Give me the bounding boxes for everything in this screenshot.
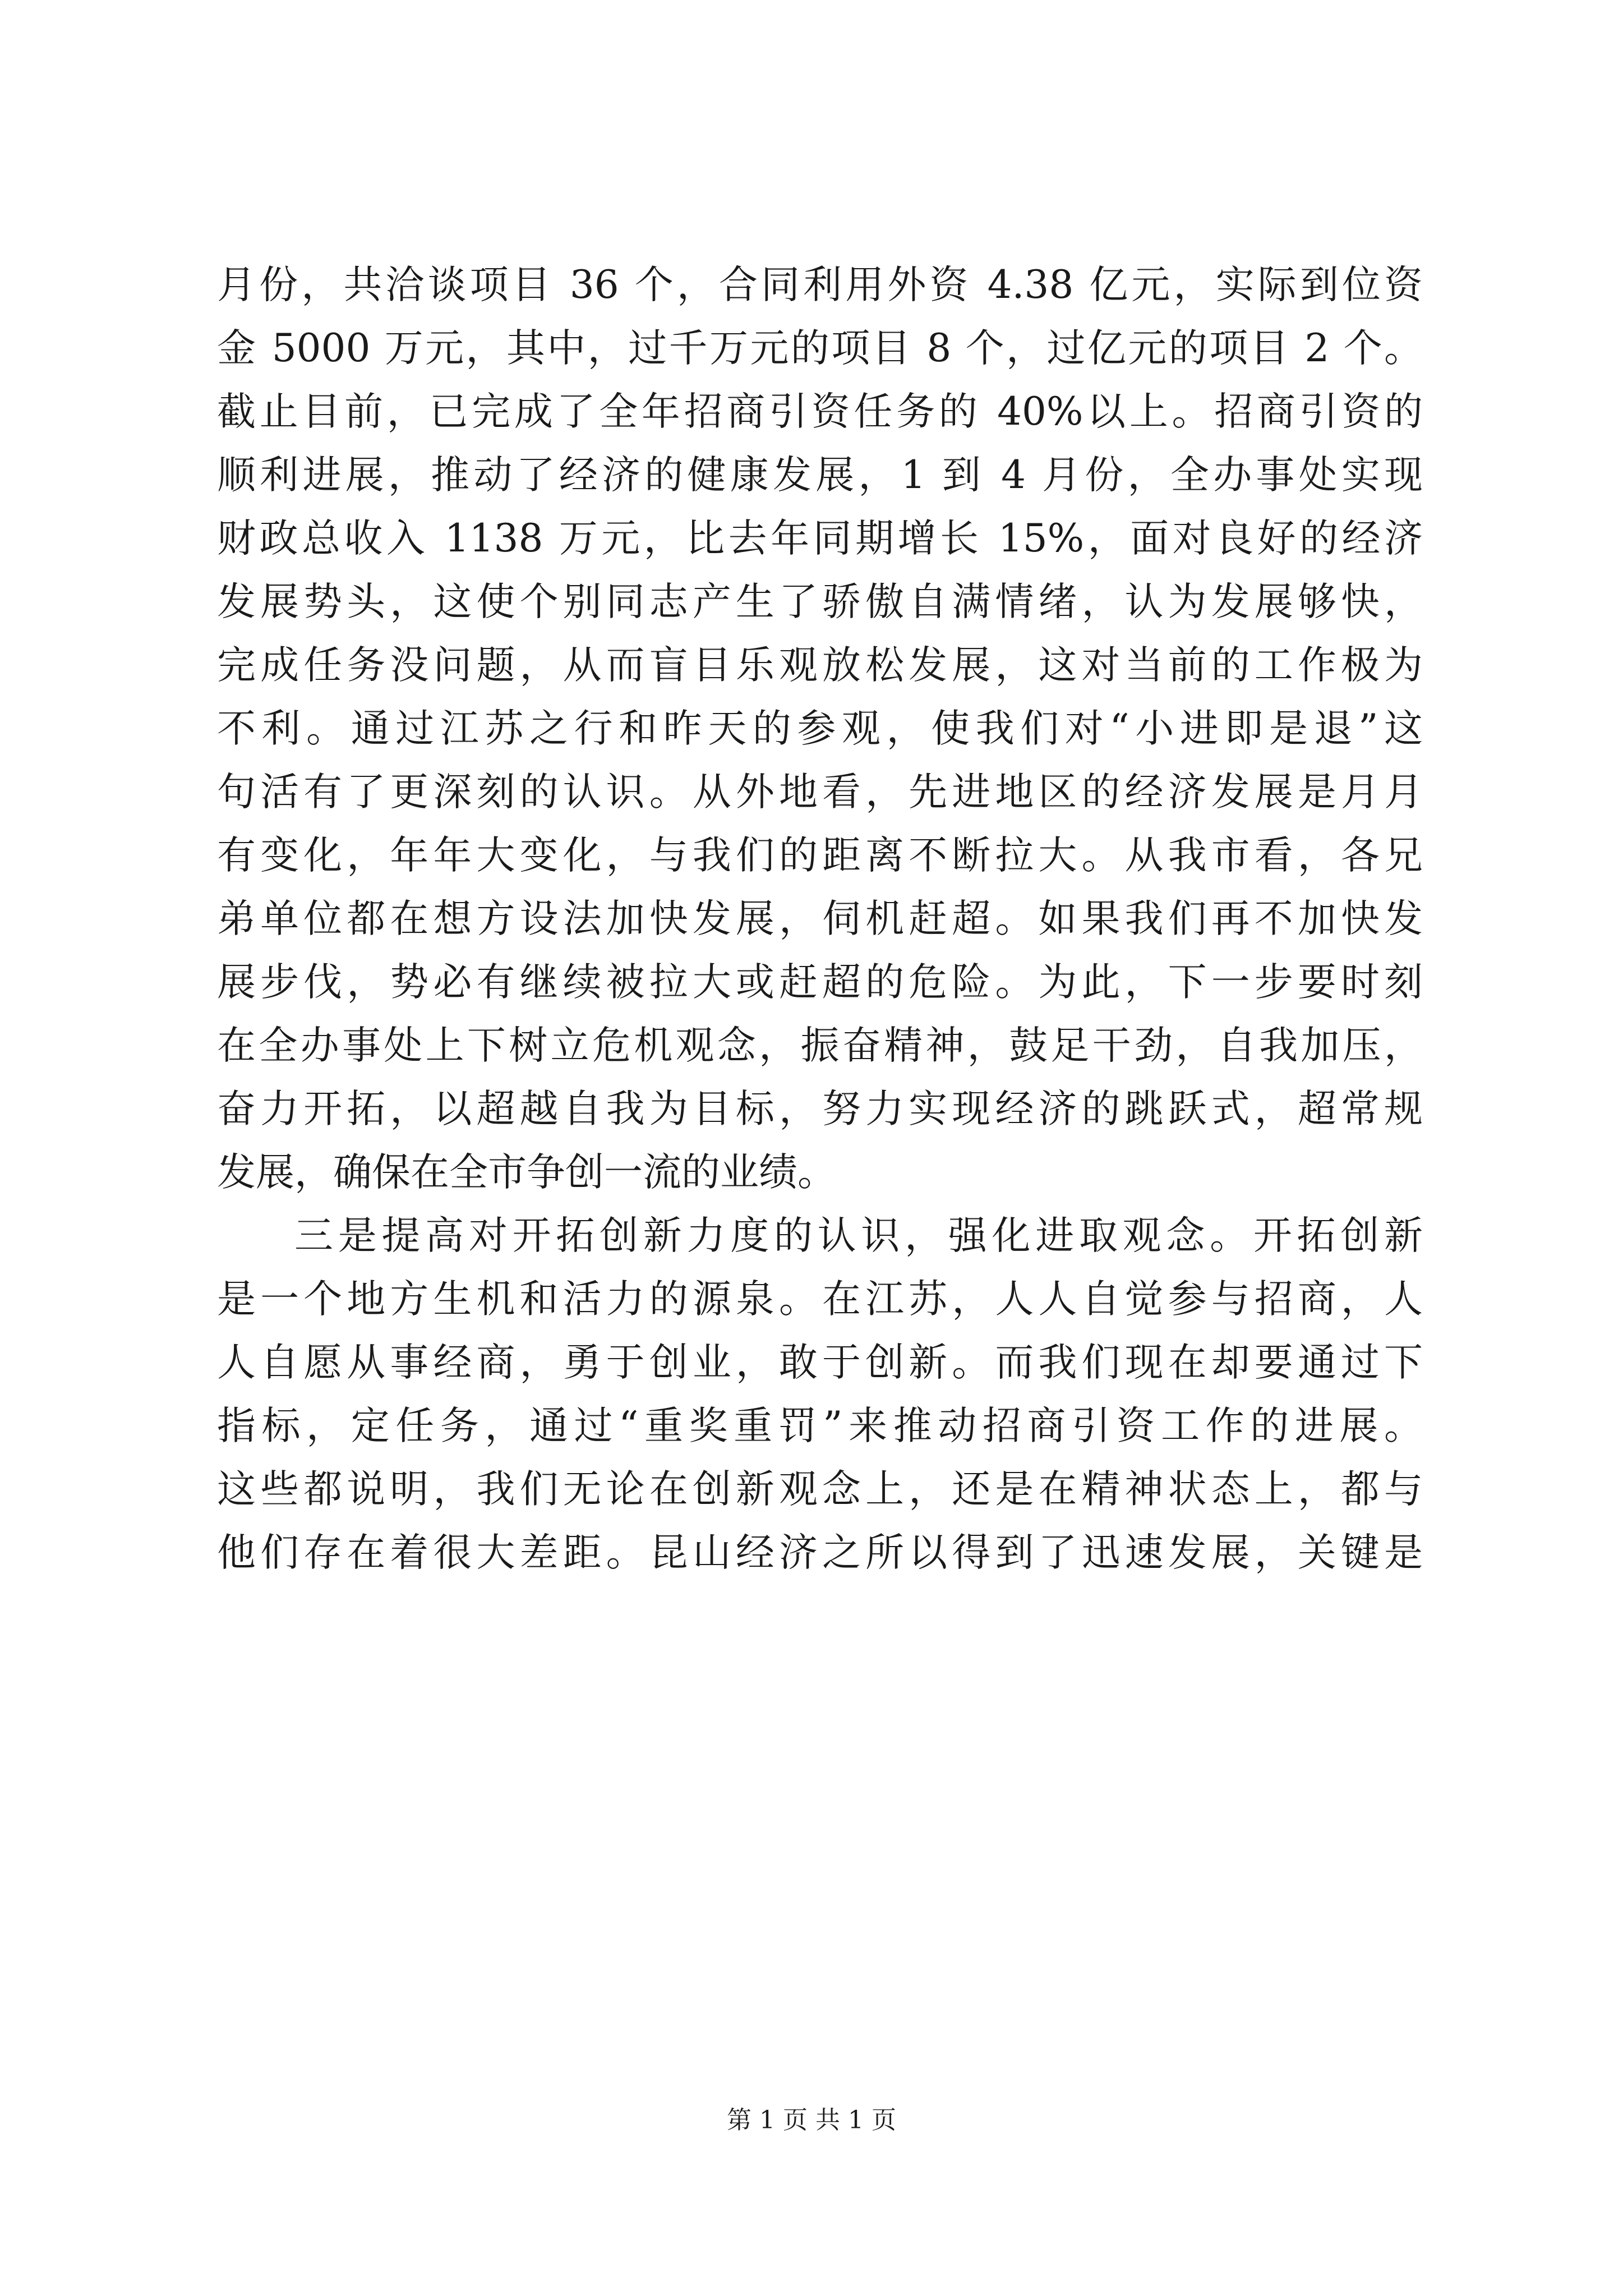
text-line: 有变化，年年大变化，与我们的距离不断拉大。从我市看，各兄 bbox=[217, 833, 1423, 878]
paragraph-first-line: 三是提高对开拓创新力度的认识，强化进取观念。开拓创新 bbox=[294, 1213, 1423, 1258]
text-line: 顺利进展，推动了经济的健康发展，1 到 4 月份，全办事处实现 bbox=[217, 453, 1423, 498]
text-line: 完成任务没问题，从而盲目乐观放松发展，这对当前的工作极为 bbox=[217, 643, 1423, 688]
text-line: 句活有了更深刻的认识。从外地看，先进地区的经济发展是月月 bbox=[217, 770, 1423, 815]
text-line: 是一个地方生机和活力的源泉。在江苏，人人自觉参与招商，人 bbox=[217, 1277, 1423, 1322]
text-line: 不利。通过江苏之行和昨天的参观，使我们对“小进即是退”这 bbox=[217, 706, 1423, 751]
text-line: 金 5000 万元，其中，过千万元的项目 8 个，过亿元的项目 2 个。 bbox=[217, 326, 1423, 371]
text-line: 月份，共洽谈项目 36 个，合同利用外资 4.38 亿元，实际到位资 bbox=[217, 263, 1423, 307]
text-line: 发展势头，这使个别同志产生了骄傲自满情绪，认为发展够快， bbox=[217, 579, 1423, 624]
text-line: 展步伐，势必有继续被拉大或赶超的危险。为此，下一步要时刻 bbox=[217, 960, 1423, 1005]
text-line: 财政总收入 1138 万元，比去年同期增长 15%，面对良好的经济 bbox=[217, 516, 1423, 561]
text-line: 发展，确保在全市争创一流的业绩。 bbox=[217, 1150, 836, 1195]
text-line: 这些都说明，我们无论在创新观念上，还是在精神状态上，都与 bbox=[217, 1467, 1423, 1512]
page-footer: 第 1 页 共 1 页 bbox=[727, 2106, 896, 2134]
text-line: 人自愿从事经商，勇于创业，敢于创新。而我们现在却要通过下 bbox=[217, 1340, 1423, 1385]
text-line: 奋力开拓，以超越自我为目标，努力实现经济的跳跃式，超常规 bbox=[217, 1087, 1423, 1131]
text-line: 他们存在着很大差距。昆山经济之所以得到了迅速发展，关键是 bbox=[217, 1530, 1423, 1575]
text-line: 弟单位都在想方设法加快发展，伺机赶超。如果我们再不加快发 bbox=[217, 896, 1423, 941]
body-text bbox=[217, 254, 1423, 1585]
text-line: 指标，定任务，通过“重奖重罚”来推动招商引资工作的进展。 bbox=[217, 1404, 1423, 1448]
text-line: 在全办事处上下树立危机观念，振奋精神，鼓足干劲，自我加压， bbox=[217, 1023, 1423, 1068]
text-line: 截止目前，已完成了全年招商引资任务的 40%以上。招商引资的 bbox=[217, 389, 1423, 434]
